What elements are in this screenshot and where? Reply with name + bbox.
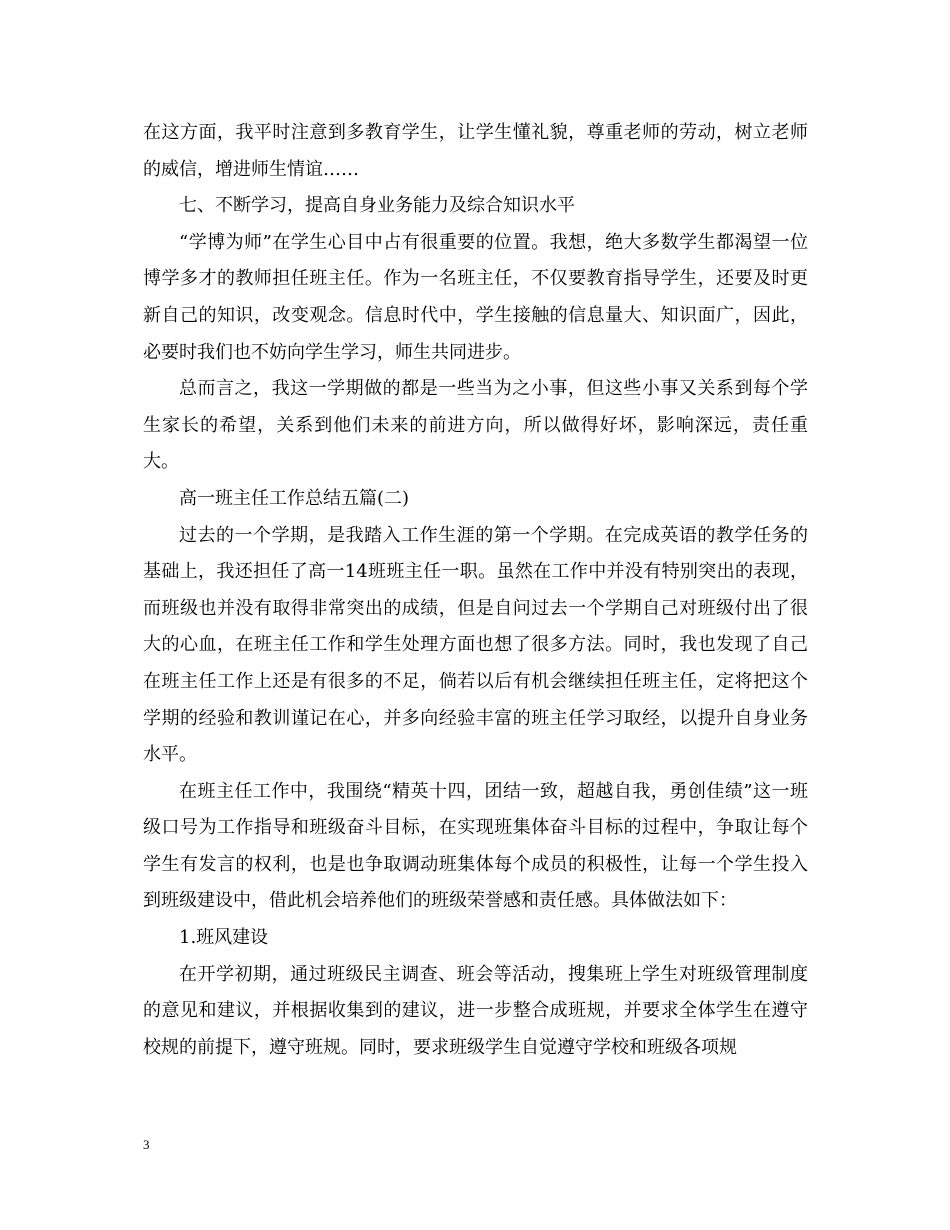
paragraph-6: 在开学初期，通过班级民主调查、班会等活动，搜集班上学生对班级管理制度的意见和建议，并根据收集到的建议，进一步整合成班规，并要求全体学生在遵守校规的前提下，遵守班规。同时，要求班级学生自觉遵守学校和班级各项规: [143, 963, 808, 1058]
article-title: 高一班主任工作总结五篇(二): [179, 487, 410, 509]
paragraph-3: 总而言之，我这一学期做的都是一些当为之小事，但这些小事又关系到每个学生家长的希望，关系到他们未来的前进方向，所以做得好坏，影响深远，责任重大。: [143, 378, 808, 473]
document-body: [143, 115, 808, 1066]
page-number: 3: [143, 1137, 150, 1152]
paragraph-5: 在班主任工作中，我围绕“精英十四，团结一致，超越自我，勇创佳绩”这一班级口号为工作指导和班级奋斗目标，在实现班集体奋斗目标的过程中，争取让每个学生有发言的权利，也是也争取调动班集体每个成员的积极性，让每一个学生投入到班级建设中，借此机会培养他们的班级荣誉感和责任感。具体做法如下：: [143, 780, 808, 912]
paragraph-2: “学博为师”在学生心目中占有很重要的位置。我想，绝大多数学生都渴望一位博学多才的教师担任班主任。作为一名班主任，不仅要教育指导学生，还要及时更新自己的知识，改变观念。信息时代中，学生接触的信息量大、知识面广，因此，必要时我们也不妨向学生学习，师生共同进步。: [143, 231, 808, 363]
paragraph-1: 在这方面，我平时注意到多教育学生，让学生懂礼貌，尊重老师的劳动，树立老师的威信，增进师生情谊……: [143, 122, 808, 180]
paragraph-4: 过去的一个学期，是我踏入工作生涯的第一个学期。在完成英语的教学任务的基础上，我还担任了高一14班班主任一职。虽然在工作中并没有特别突出的表现，而班级也并没有取得非常突出的成绩，但是自问过去一个学期自己对班级付出了很大的心血，在班主任工作和学生处理方面也想了很多方法。同时，我也发现了自己在班主任工作上还是有很多的不足，倘若以后有机会继续担任班主任，定将把这个学期的经验和教训谨记在心，并多向经验丰富的班主任学习取经，以提升自身业务水平。: [143, 524, 808, 766]
section-heading-7: 七、不断学习，提高自身业务能力及综合知识水平: [179, 195, 575, 217]
subsection-heading-1: 1.班风建设: [179, 927, 269, 949]
